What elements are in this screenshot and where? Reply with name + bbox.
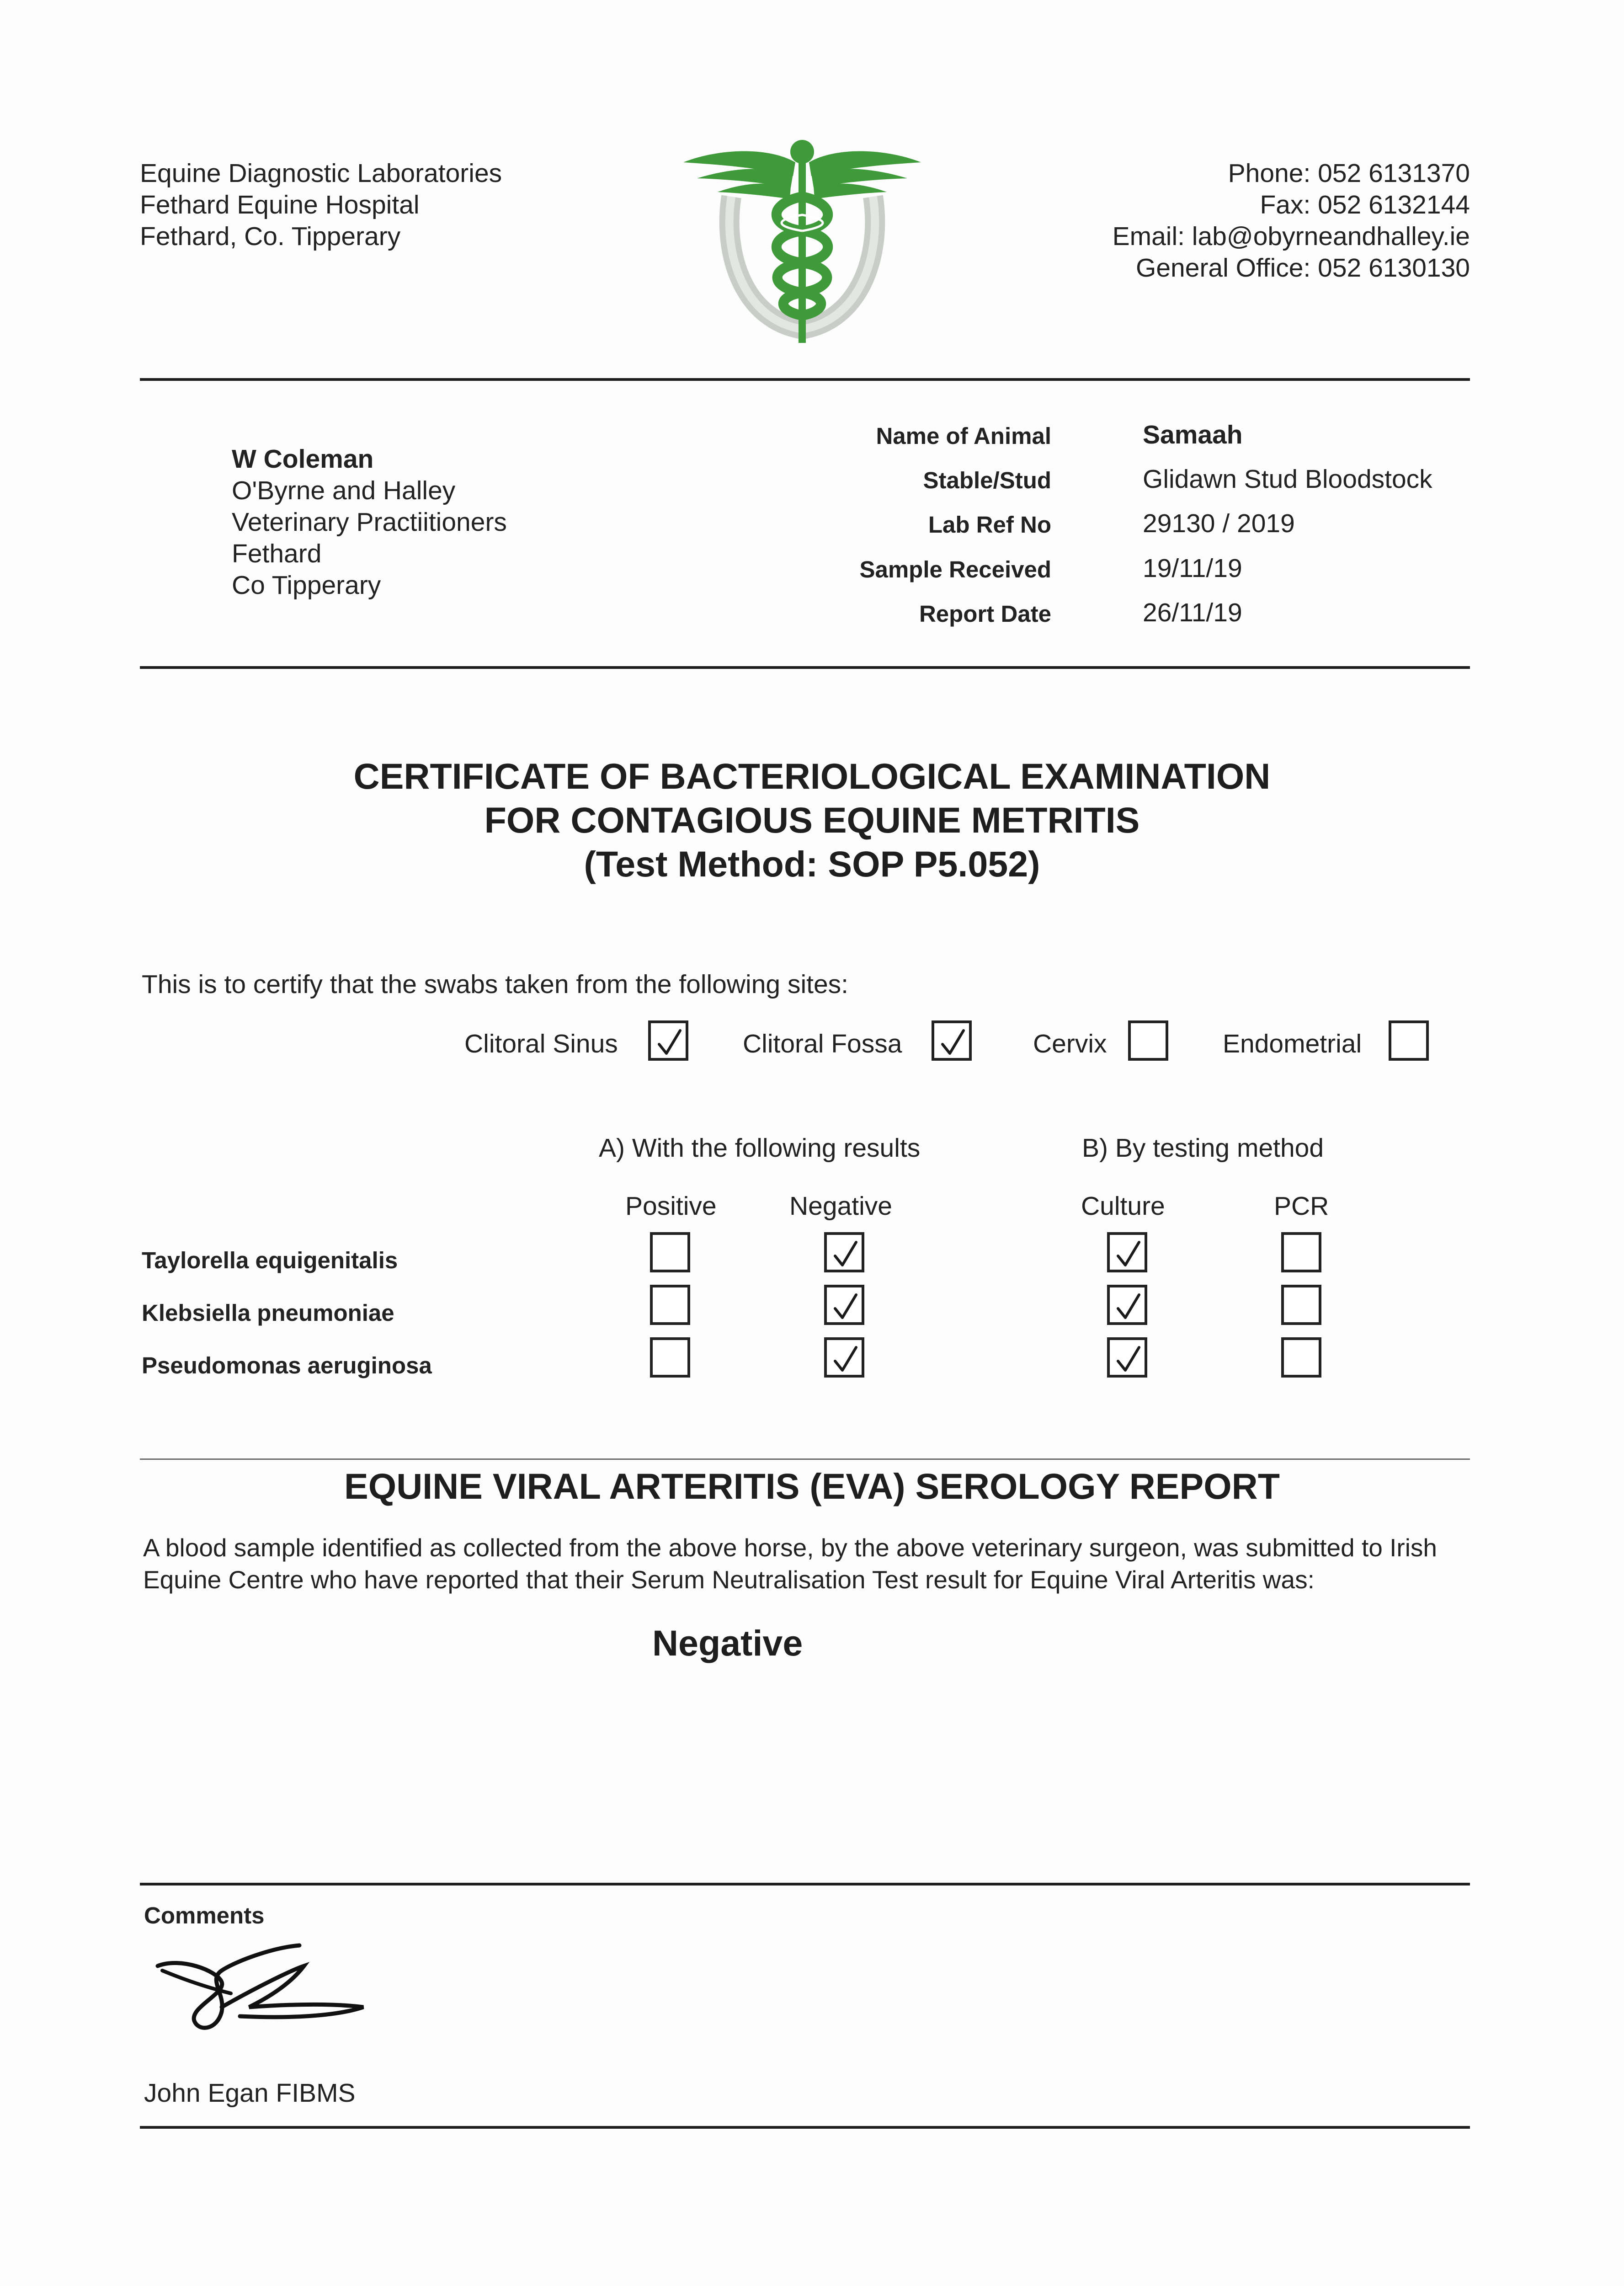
lab-address-line: Equine Diagnostic Laboratories xyxy=(140,159,502,188)
site-label-cervix: Cervix xyxy=(1033,1029,1107,1058)
result-checkbox-negative[interactable] xyxy=(824,1337,864,1378)
lab-address-line: Fethard, Co. Tipperary xyxy=(140,222,401,251)
field-label: Lab Ref No xyxy=(928,512,1051,538)
result-checkbox-positive[interactable] xyxy=(650,1232,690,1272)
comments-label: Comments xyxy=(144,1902,265,1928)
field-value: 26/11/19 xyxy=(1143,598,1242,627)
site-checkbox-clitoral-sinus[interactable] xyxy=(648,1020,688,1061)
lab-contact xyxy=(1113,158,1470,284)
field-value: Glidawn Stud Bloodstock xyxy=(1143,465,1432,494)
footer-divider xyxy=(140,2126,1470,2129)
result-checkbox-positive[interactable] xyxy=(650,1285,690,1325)
recipient-line: Co Tipperary xyxy=(232,571,381,600)
site-label-clitoral-fossa: Clitoral Fossa xyxy=(743,1029,902,1058)
field-label: Report Date xyxy=(919,601,1051,627)
header-divider xyxy=(140,378,1470,381)
caduceus-horseshoe-icon xyxy=(676,128,928,347)
organism-klebsiella: Klebsiella pneumoniae xyxy=(142,1300,394,1326)
recipient-block xyxy=(232,443,507,601)
result-checkbox-pcr[interactable] xyxy=(1281,1285,1321,1325)
site-label-endometrial: Endometrial xyxy=(1223,1029,1362,1058)
certificate-intro: This is to certify that the swabs taken from the following sites: xyxy=(142,970,848,999)
contact-general-office: General Office: 052 6130130 xyxy=(1136,253,1470,283)
result-checkbox-culture[interactable] xyxy=(1107,1337,1147,1378)
field-value: Samaah xyxy=(1143,420,1243,449)
field-label: Name of Animal xyxy=(876,423,1051,449)
result-checkbox-negative[interactable] xyxy=(824,1232,864,1272)
recipient-line: Veterinary Practiitioners xyxy=(232,507,507,537)
checkmark-icon xyxy=(1116,1240,1141,1268)
checkmark-icon xyxy=(657,1029,682,1056)
lab-address-line: Fethard Equine Hospital xyxy=(140,190,420,219)
eva-text: A blood sample identified as collected from the above horse, by the above veterinary surgeon, was submitted to Irish Equine Centre who have reported that their Serum Neutralisation Test result for Equine Viral Arteritis was: xyxy=(143,1533,1438,1594)
site-label-clitoral-sinus: Clitoral Sinus xyxy=(464,1029,618,1058)
site-checkbox-cervix[interactable] xyxy=(1128,1020,1168,1061)
result-checkbox-pcr[interactable] xyxy=(1281,1337,1321,1378)
recipient-name: W Coleman xyxy=(232,444,374,474)
column-header-positive: Positive xyxy=(625,1191,717,1221)
result-checkbox-pcr[interactable] xyxy=(1281,1232,1321,1272)
certificate-title-line: FOR CONTAGIOUS EQUINE METRITIS xyxy=(484,800,1140,840)
certificate-title-line: (Test Method: SOP P5.052) xyxy=(584,844,1040,884)
recipient-line: O'Byrne and Halley xyxy=(232,476,456,505)
field-value: 19/11/19 xyxy=(1143,554,1242,583)
contact-phone: Phone: 052 6131370 xyxy=(1228,159,1470,188)
details-divider xyxy=(140,666,1470,669)
organism-taylorella: Taylorella equigenitalis xyxy=(142,1247,398,1273)
checkmark-icon xyxy=(833,1240,858,1268)
checkmark-icon xyxy=(1116,1293,1141,1320)
eva-result: Negative xyxy=(652,1623,803,1663)
field-label: Sample Received xyxy=(859,556,1051,582)
column-header-culture: Culture xyxy=(1081,1191,1165,1221)
signer-name: John Egan FIBMS xyxy=(144,2078,356,2108)
site-checkbox-clitoral-fossa[interactable] xyxy=(932,1020,972,1061)
certificate-title xyxy=(0,754,1624,886)
checkmark-icon xyxy=(1116,1346,1141,1373)
checkmark-icon xyxy=(833,1346,858,1373)
site-checkbox-endometrial[interactable] xyxy=(1389,1020,1429,1061)
certificate-title-line: CERTIFICATE OF BACTERIOLOGICAL EXAMINATION xyxy=(353,756,1271,796)
eva-divider xyxy=(140,1458,1470,1460)
comments-divider xyxy=(140,1883,1470,1885)
recipient-line: Fethard xyxy=(232,539,322,568)
field-label: Stable/Stud xyxy=(923,467,1051,493)
column-header-pcr: PCR xyxy=(1274,1191,1329,1221)
result-checkbox-culture[interactable] xyxy=(1107,1232,1147,1272)
organism-pseudomonas: Pseudomonas aeruginosa xyxy=(142,1352,432,1378)
result-checkbox-culture[interactable] xyxy=(1107,1285,1147,1325)
column-header-negative: Negative xyxy=(789,1191,892,1221)
result-checkbox-negative[interactable] xyxy=(824,1285,864,1325)
checkmark-icon xyxy=(941,1029,965,1056)
lab-address xyxy=(140,158,502,252)
group-b-header: B) By testing method xyxy=(1082,1133,1324,1163)
contact-email: Email: lab@obyrneandhalley.ie xyxy=(1112,222,1470,251)
contact-fax: Fax: 052 6132144 xyxy=(1260,190,1470,219)
handwritten-signature-icon xyxy=(153,1939,368,2048)
checkmark-icon xyxy=(833,1293,858,1320)
group-a-header: A) With the following results xyxy=(599,1133,921,1163)
field-value: 29130 / 2019 xyxy=(1143,509,1295,538)
eva-title: EQUINE VIRAL ARTERITIS (EVA) SEROLOGY REPORT xyxy=(344,1466,1280,1506)
result-checkbox-positive[interactable] xyxy=(650,1337,690,1378)
